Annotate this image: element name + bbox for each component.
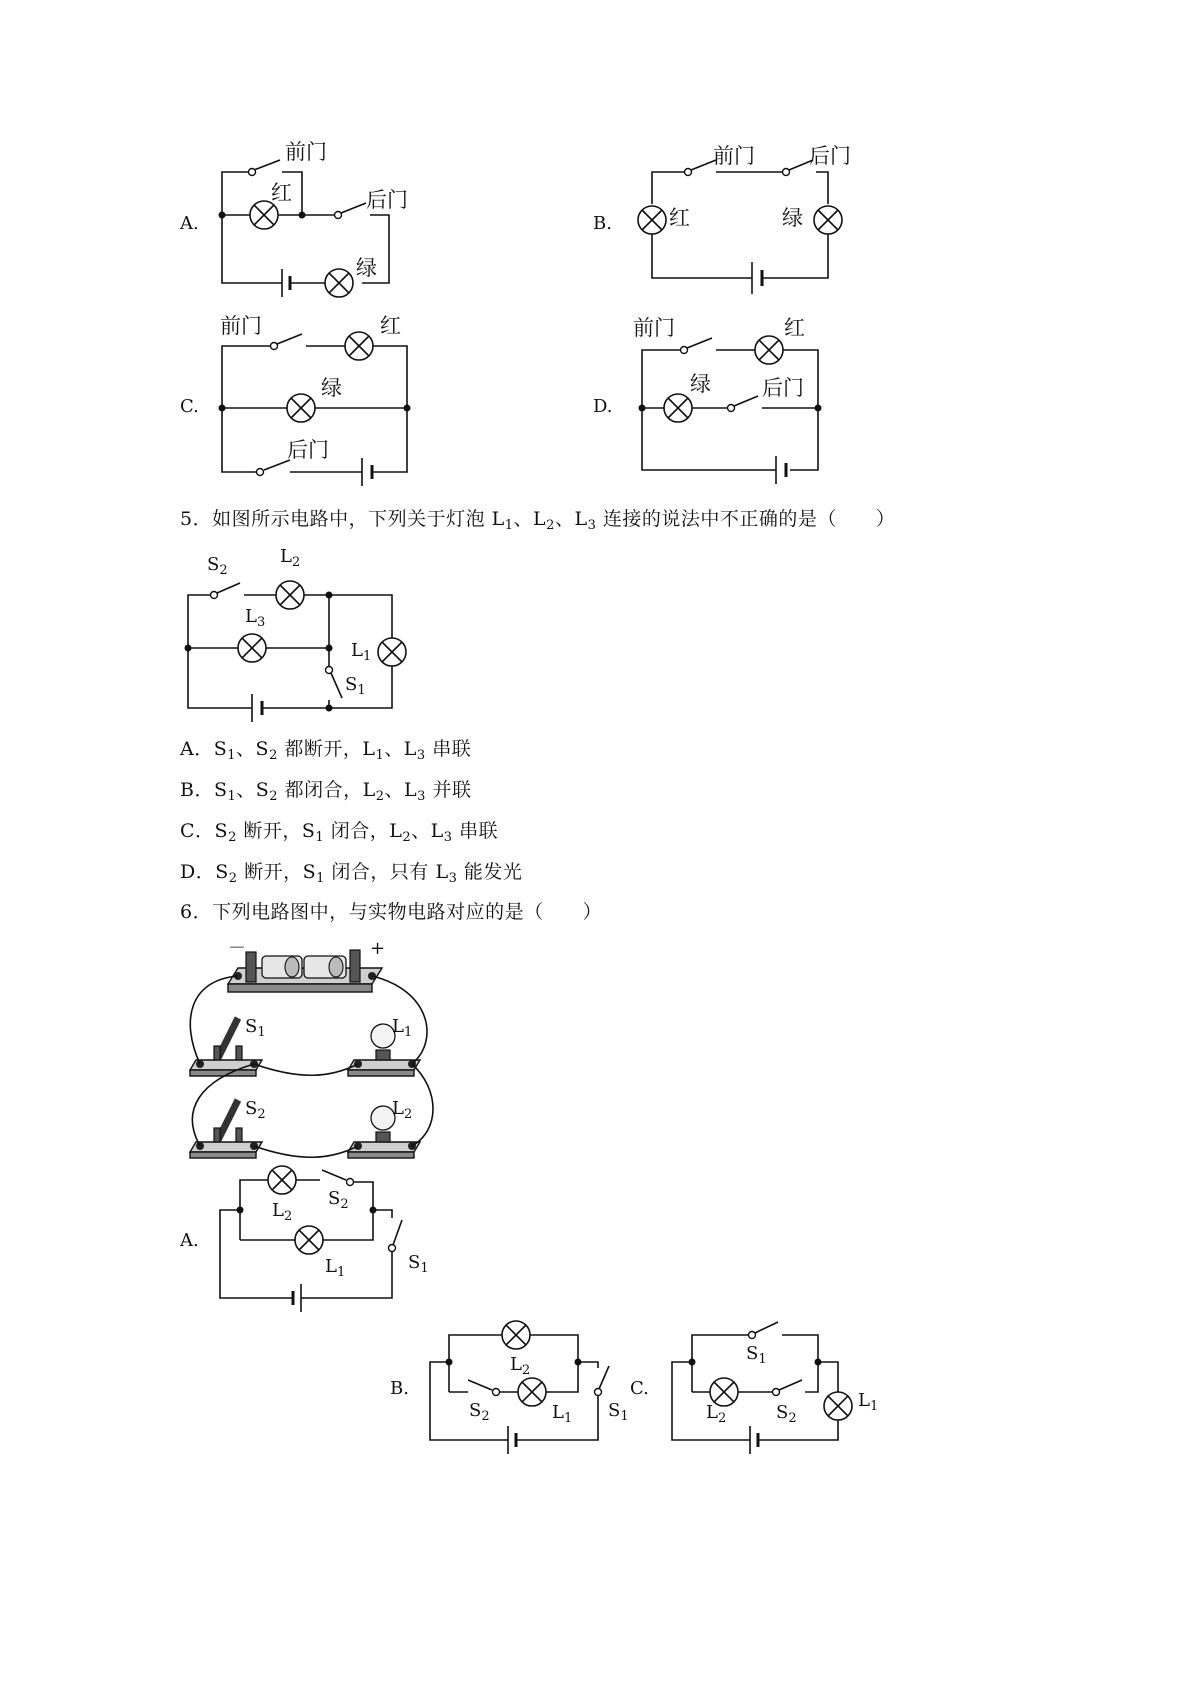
option-letter-c[interactable]: C. <box>630 1378 649 1399</box>
red-lamp-label: 红 <box>669 206 690 230</box>
circuit-6a <box>220 1166 402 1312</box>
option-letter-a: A. <box>180 213 199 234</box>
lamp-l2-icon <box>502 1321 530 1349</box>
front-door-label: 前门 <box>220 314 262 338</box>
lamp-l2-label: $L_2$ <box>392 1098 413 1122</box>
lamp-red-icon <box>755 336 783 364</box>
switch-s2-label: $S_2$ <box>776 1402 797 1426</box>
back-door-label: 后门 <box>366 188 408 212</box>
lamp-green-icon <box>814 206 842 234</box>
question-5-stem: 5．如图所示电路中，下列关于灯泡 $L_1$、$L_2$、$L_3$ 连接的说法中不正确的是（ ） <box>180 508 896 533</box>
green-lamp-label: 绿 <box>782 206 803 230</box>
lamp-green-icon <box>664 394 692 422</box>
option-c[interactable]: C．$S_2$ 断开，$S_1$ 闭合，$L_2$、$L_3$ 串联 <box>180 820 499 845</box>
lamp-l1-label: $L_1$ <box>392 1016 413 1040</box>
battery-minus-label: － <box>228 938 246 959</box>
lamp-l3-icon <box>238 634 266 662</box>
lamp-l3-label: $L_3$ <box>245 606 266 630</box>
switch-s2-label: $S_2$ <box>245 1098 266 1122</box>
lamp-green-icon <box>287 394 315 422</box>
lamp-l1-icon <box>518 1378 546 1406</box>
lamp-l2-icon <box>276 581 304 609</box>
circuit-6b <box>430 1321 609 1454</box>
switch-s2-label: $S_2$ <box>207 554 228 578</box>
back-door-label: 后门 <box>809 144 851 168</box>
switch-s1-label: $S_1$ <box>245 1016 266 1040</box>
lamp-l1-icon <box>378 638 406 666</box>
option-d[interactable]: D．$S_2$ 断开，$S_1$ 闭合，只有 $L_3$ 能发光 <box>180 861 523 886</box>
lamp-l1-icon <box>295 1226 323 1254</box>
green-lamp-label: 绿 <box>321 376 342 400</box>
circuit-6c <box>672 1322 852 1454</box>
lamp-l2-label: $L_2$ <box>510 1354 531 1378</box>
lamp-l1-label: $L_1$ <box>858 1390 879 1414</box>
switch-s1-label: $S_1$ <box>408 1252 429 1276</box>
lamp-l1-label: $L_1$ <box>325 1256 346 1280</box>
lamp-l2-icon <box>268 1166 296 1194</box>
front-door-label: 前门 <box>713 144 755 168</box>
option-letter-b[interactable]: B. <box>390 1378 409 1399</box>
option-b[interactable]: B．$S_1$、$S_2$ 都闭合，$L_2$、$L_3$ 并联 <box>180 779 472 804</box>
lamp-l1-label: $L_1$ <box>552 1402 573 1426</box>
front-door-label: 前门 <box>285 140 327 164</box>
option-a[interactable]: A．$S_1$、$S_2$ 都断开，$L_1$、$L_3$ 串联 <box>180 738 472 763</box>
circuit-q5 <box>185 581 407 722</box>
red-lamp-label: 红 <box>784 316 805 340</box>
back-door-label: 后门 <box>762 376 804 400</box>
red-lamp-label: 红 <box>271 181 292 205</box>
option-letter-c: C. <box>180 396 199 417</box>
red-lamp-label: 红 <box>380 314 401 338</box>
option-letter-b: B. <box>593 213 612 234</box>
physical-circuit-illustration <box>190 950 433 1158</box>
switch-s1-label: $S_1$ <box>608 1400 629 1424</box>
switch-s1-label: $S_1$ <box>746 1343 767 1367</box>
switch-s2-label: $S_2$ <box>469 1400 490 1424</box>
front-door-label: 前门 <box>633 316 675 340</box>
back-door-label: 后门 <box>287 438 329 462</box>
switch-s2-label: $S_2$ <box>328 1188 349 1212</box>
switch-s1-label: $S_1$ <box>345 674 366 698</box>
battery-plus-label: + <box>370 938 386 959</box>
option-letter-d: D. <box>593 396 613 417</box>
green-lamp-label: 绿 <box>690 372 711 396</box>
lamp-l2-label: $L_2$ <box>272 1200 293 1224</box>
lamp-l1-label: $L_1$ <box>351 640 372 664</box>
lamp-red-icon <box>250 201 278 229</box>
option-letter-a[interactable]: A. <box>180 1230 199 1251</box>
question-6-stem: 6．下列电路图中，与实物电路对应的是（ ） <box>180 901 603 923</box>
lamp-l2-label: $L_2$ <box>280 546 301 570</box>
lamp-green-icon <box>325 269 353 297</box>
lamp-l2-label: $L_2$ <box>706 1402 727 1426</box>
circuit-4c <box>219 332 411 486</box>
lamp-l1-icon <box>824 1392 852 1420</box>
green-lamp-label: 绿 <box>356 256 377 280</box>
lamp-red-icon <box>638 206 666 234</box>
circuit-4d <box>639 336 822 484</box>
lamp-red-icon <box>345 332 373 360</box>
